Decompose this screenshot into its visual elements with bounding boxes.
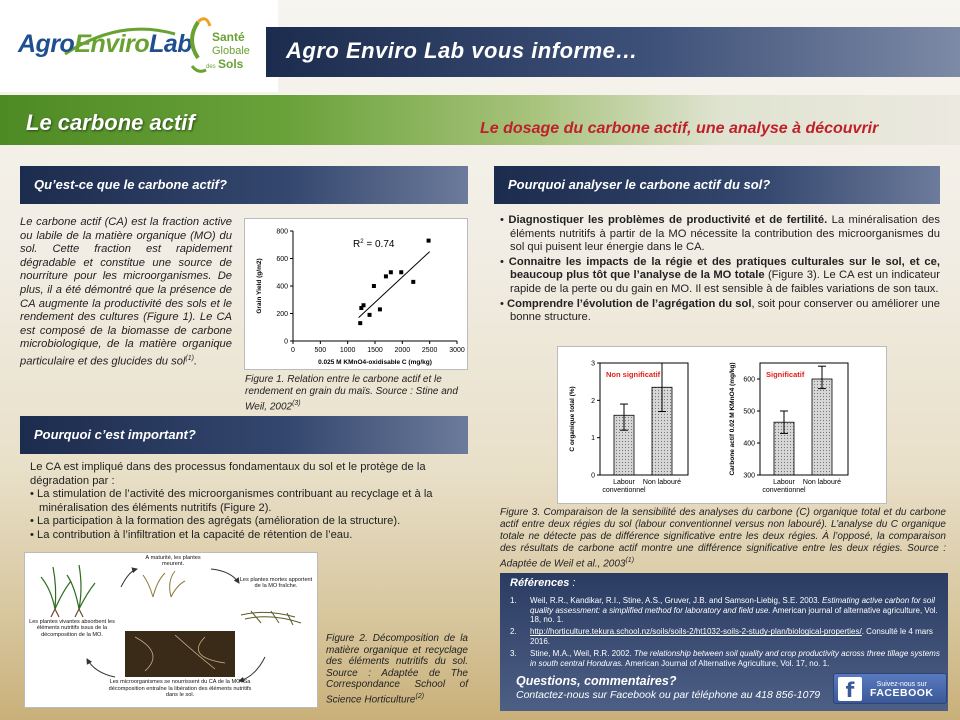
important-list <box>30 488 470 542</box>
facebook-icon: f <box>838 677 862 701</box>
section-heading-what: Qu’est-ce que le carbone actif? <box>20 166 468 204</box>
important-intro: Le CA est impliqué dans des processus fondamentaux du sol et le protège de la dégradation par : <box>30 461 426 487</box>
fig1-point <box>427 239 431 243</box>
dead-plants-icon <box>241 611 301 625</box>
living-plants-icon <box>41 565 95 617</box>
fig1-x-tick-label: 1000 <box>339 347 356 354</box>
fig1-x-tick-label: 3000 <box>449 347 465 354</box>
sgs-text-2: Globale <box>212 45 250 57</box>
fig3-annotation: Significatif <box>766 370 805 379</box>
sgs-text-4: Sols <box>218 57 244 71</box>
fig1-point <box>411 280 415 284</box>
figure-3-caption: Figure 3. Comparaison de la sensibilité des analyses du carbone (C) organique total et du carbone actif entre deux régies du sol (labour conventionnel versus non labouré). L’analyse du C organique totale ne détecte pas de différence significative entre les deux régies. À l’opposé, la comparaison des résultats de carbone actif montre une différence significative entre les deux régies. Source : Adaptée de Weil et al., 2003$^{(1)}$ <box>500 507 946 570</box>
list-item: 3. Stine, M.A., Weil, R.R. 2002. The relationship between soil quality and crop productivity across three tillage systems in south central Honduras. American Journal of Alternative Agriculture, Vol. 17, no. 1. <box>510 648 940 668</box>
fig3-y-tick-label: 2 <box>591 397 595 405</box>
soil-icon <box>125 631 235 677</box>
sgs-text-1: Santé <box>212 30 245 44</box>
list-item: • Connaitre les impacts de la régie et des pratiques culturales sur le sol, et ce, beaucoup plus tôt que l’analyse de la MO totale (Figure 3). Le CA est un indicateur rapide de la perte ou du gain en MO. Il est sensible à de faibles variations de son taux. <box>500 255 940 295</box>
figure-2-caption: Figure 2. Décomposition de la matière organique et recyclage des éléments nutritifs du sol. Source : Adaptée de The Correspondance School of Science Horticulture$^{(2)}$ <box>326 633 468 706</box>
fig1-point <box>384 274 388 278</box>
figure-3-chart <box>558 347 888 505</box>
section-heading-why: Pourquoi analyser le carbone actif du sol? <box>494 166 940 204</box>
reference-link[interactable]: http://horticulture.tekura.school.nz/soils/soils-2/ht1032-soils-2-study-plan/biological-properties/ <box>530 627 862 637</box>
fig3-frame-b <box>760 363 848 475</box>
fig1-point <box>372 284 376 288</box>
section-heading-important: Pourquoi c’est important? <box>20 416 468 454</box>
sante-globale-des-sols-logo <box>184 14 264 80</box>
fig3-category-label: Non labouré <box>802 479 842 486</box>
figure-1-caption: Figure 1. Relation entre le carbone actif et le rendement en grain du maïs. Source : Stine and Weil, 2002$^{(3)}$ <box>245 374 458 413</box>
fig1-x-tick-label: 2000 <box>394 347 411 354</box>
references-title: Références : <box>510 577 576 589</box>
fig3-category-label: Non labouré <box>642 479 682 486</box>
fig3-annotation: Non significatif <box>606 370 661 379</box>
fig3-category-label: conventionnel <box>762 487 806 494</box>
cycle-arrow-icon <box>239 657 265 681</box>
sgs-text-3: des <box>206 64 216 70</box>
fig1-point <box>378 307 382 311</box>
figure-2-diagram <box>25 553 319 709</box>
fig1-x-tick-label: 2500 <box>421 347 438 354</box>
list-item: 1. Weil, R.R., Kandikar, R.I., Stine, A.S., Gruver, J.B. and Samson-Liebig, S.E. 2003. Estimating active carbon for soil quality assessment: a simplified method for laboratory and field use. American journal of alternative agriculture, Vol. 18, no. 1. <box>510 596 938 625</box>
fig1-y-tick-label: 600 <box>276 256 288 263</box>
figure-1 <box>244 218 468 370</box>
contact-title: Questions, commentaires? <box>516 674 677 688</box>
fig3-category-label: conventionnel <box>602 487 646 494</box>
fig2-label-left: Les plantes vivantes absorbent les éléments nutritifs issus de la décomposition de la MO. <box>29 619 115 638</box>
why-list <box>500 214 940 326</box>
list-item: 2. http://horticulture.tekura.school.nz/soils/soils-2/ht1032-soils-2-study-plan/biological-properties/. Consulté le 4 mars 2016. <box>510 627 933 646</box>
fig1-y-tick-label: 200 <box>276 311 288 318</box>
fig1-point <box>399 270 403 274</box>
fig3-category-label: Labour <box>773 479 795 486</box>
fig1-point <box>368 313 372 317</box>
fig1-trendline <box>359 252 430 318</box>
fig3-y-tick-label: 1 <box>591 435 595 443</box>
fig1-y-tick-label: 800 <box>276 228 288 236</box>
figure-1-chart <box>245 219 469 371</box>
facebook-label: Suivez-nous sur FACEBOOK <box>870 680 934 699</box>
page-subtitle: Le dosage du carbone actif, une analyse à découvrir <box>480 120 879 137</box>
fig1-x-tick-label: 500 <box>314 347 327 354</box>
fig3-y-tick-label: 400 <box>743 440 755 448</box>
fig3-y-tick-label: 0 <box>591 472 595 480</box>
fig1-point <box>362 303 366 307</box>
list-item: • La contribution à l’infiltration et la capacité de rétention de l’eau. <box>30 528 353 541</box>
important-content <box>30 461 470 543</box>
fig1-x-tick-label: 0 <box>291 347 295 354</box>
fig1-y-label: Grain Yield (g/m2) <box>256 258 263 314</box>
fig3-category-label: Labour <box>613 479 635 486</box>
fig3-bar <box>812 379 832 475</box>
intro-paragraph: Le carbone actif (CA) est la fraction active ou labile de la matière organique (MO) du sol. Cette fraction est rapidement dégradable et constitue une source de nourriture pour les microorganismes. De plus, il a été démontré que la présence de CA augmente la productivité des sols et le rendement des cultures (Figure 1). Le CA est composé de la biomasse de carbone microbiologique, de la matière organique particulaire et des glucides du sol$^{(1)}$. <box>20 216 232 368</box>
fig1-x-tick-label: 1500 <box>367 347 383 354</box>
cycle-arrow-icon <box>87 659 115 677</box>
fig1-point <box>389 270 393 274</box>
fig1-point <box>358 321 362 325</box>
cycle-arrow-icon <box>211 569 239 583</box>
fig1-y-tick-label: 400 <box>276 283 288 291</box>
fig2-label-top: À maturité, les plantes meurent. <box>145 555 201 568</box>
fig3-y-label: Carbone actif 0.02 M KMnO4 (mg/kg) <box>729 362 736 476</box>
agroenvirolab-logo: AgroEnviroLab <box>18 30 193 58</box>
facebook-button[interactable] <box>833 673 947 704</box>
header-title: Agro Enviro Lab vous informe… <box>286 38 638 63</box>
fig2-label-right: Les plantes mortes apportent de la MO fraîche. <box>239 577 313 590</box>
list-item: • La participation à la formation des agrégats (amélioration de la structure). <box>30 515 401 528</box>
page-title: Le carbone actif <box>26 110 195 135</box>
fig3-frame-a <box>600 363 688 475</box>
list-item: • Comprendre l’évolution de l’agrégation du sol, soit pour conserver ou améliorer une bonne structure. <box>500 297 940 324</box>
fig3-y-tick-label: 300 <box>743 472 755 480</box>
list-item: • La stimulation de l’activité des microorganismes contribuant au recyclage et à la minéralisation des éléments nutritifs (Figure 2). <box>30 488 433 514</box>
fig3-y-tick-label: 600 <box>743 376 755 384</box>
fig1-r2-label: $R^2 = 0.74$ <box>353 239 395 250</box>
fig1-y-tick-label: 0 <box>284 338 288 346</box>
fig3-y-tick-label: 500 <box>743 408 755 416</box>
list-item: • Diagnostiquer les problèmes de productivité et de fertilité. La minéralisation des éléments nutritifs à partir de la MO nécessite la contribution des microorganismes du sol qui puisent leur énergie dans le CA. <box>500 214 940 254</box>
fig3-y-label: C organique total (%) <box>569 386 576 452</box>
fig2-label-bottom: Les microorganismes se nourrissent du CA de la MO. Sa décomposition entraîne la libération des éléments nutritifs dans le sol. <box>108 679 252 699</box>
contact-text: Contactez-nous sur Facebook ou par téléphone au 418 856-1079 <box>516 689 821 701</box>
references-list <box>510 596 942 671</box>
figure-3 <box>557 346 887 504</box>
fig3-y-tick-label: 3 <box>591 360 595 368</box>
figure-2 <box>24 552 318 708</box>
cycle-arrow-icon <box>121 569 137 587</box>
fig1-x-label: 0.025 M KMnO4-oxidisable C (mg/kg) <box>318 359 432 366</box>
